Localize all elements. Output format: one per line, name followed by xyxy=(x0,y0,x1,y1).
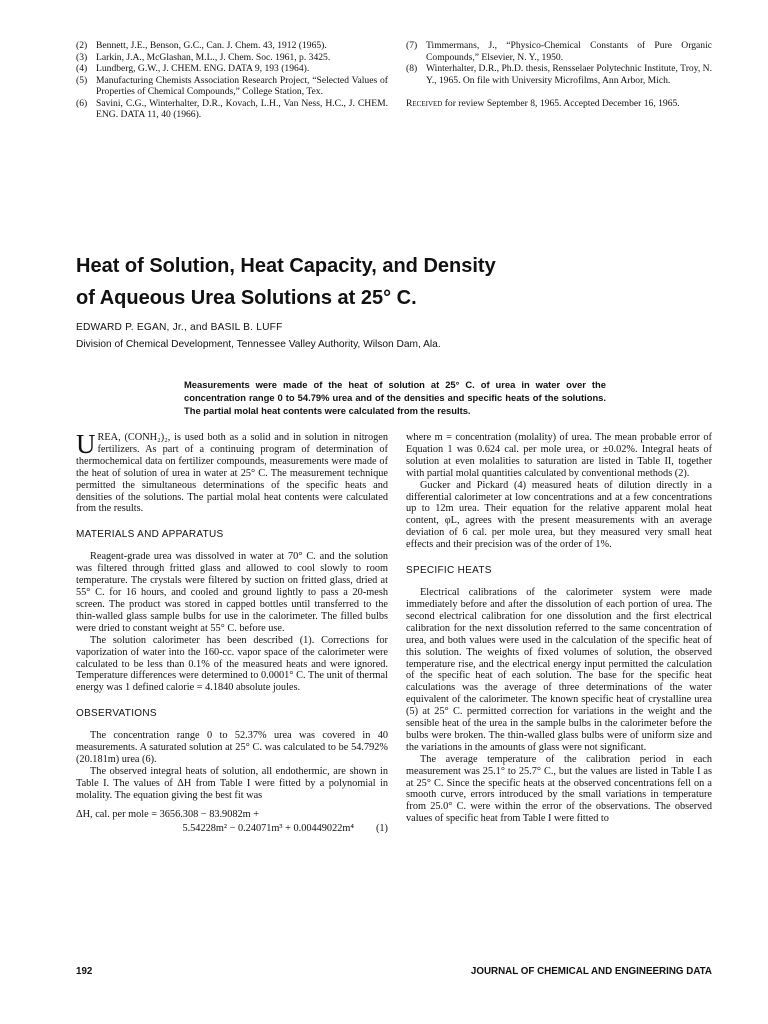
reference-item xyxy=(406,40,712,63)
reference-text: Lundberg, G.W., J. CHEM. ENG. DATA 9, 193 (1964). xyxy=(96,63,310,74)
equation-line-1: ΔH, cal. per mole = 3656.308 − 83.9082m + xyxy=(76,808,260,820)
right-column xyxy=(406,432,712,825)
section-heading-materials: MATERIALS AND APPARATUS xyxy=(76,529,224,541)
drop-cap: U xyxy=(76,429,96,459)
specific-heats-paragraph-2: The average temperature of the calibration period in each measurement was 25.1° to 25.7° C., but the values are listed in Table I as at 25° C. Since the specific heats at the observed concentrations fell on a smooth curve, errors introduced by the small variations in temperature from 25.0° C. were within the error of the observations. The observed values of specific heat from Table I were fitted to xyxy=(406,753,712,825)
title-line-2: of Aqueous Urea Solutions at 25° C. xyxy=(76,287,417,309)
references-left xyxy=(76,40,388,121)
reference-number: (5) xyxy=(76,74,88,86)
equation-terms: 5.54228m² − 0.24071m³ + 0.00449022m⁴ xyxy=(182,822,354,834)
continuation-paragraph: where m = concentration (molality) of urea. The mean probable error of Equation 1 was 0.624 cal. per mole urea, or ±0.02%. Integral heats of solution at even molalities to saturation are listed in Table II, together with partial molal quantities calculated by conventional methods (2). xyxy=(406,432,712,479)
observations-paragraph-1: The concentration range 0 to 52.37% urea was covered in 40 measurements. A saturated solution at 25° C. was calculated to be 54.792% (20.181m) urea (6). xyxy=(76,730,388,766)
equation-number: (1) xyxy=(375,822,388,834)
reference-number: (3) xyxy=(76,51,88,63)
reference-number: (7) xyxy=(406,40,418,51)
affiliation: Division of Chemical Development, Tennessee Valley Authority, Wilson Dam, Ala. xyxy=(76,339,441,350)
materials-paragraph-2: The solution calorimeter has been described (1). Corrections for vaporization of water into the 160-cc. vapor space of the calorimeter were calculated to be less than 0.1% of the measured heats and were ignored. Temperature differences were determined to 0.0001° C. The unit of thermal energy was 1 defined calorie = 4.1840 absolute joules. xyxy=(76,634,388,694)
received-label: Received xyxy=(406,98,443,109)
materials-paragraph-1: Reagent-grade urea was dissolved in water at 70° C. and the solution was filtered through fritted glass and allowed to cool slowly to room temperature. The crystals were filtered by suction on fritted glass, dried at 55° C. for 16 hours, and cooled and ground lightly to pass a 20-mesh screen. The product was stored in capped bottles until transferred to the thin-walled glass sample bulbs for use in the calorimeter. The filled bulbs were dried to constant weight at 55° C. before use. xyxy=(76,551,388,634)
reference-number: (4) xyxy=(76,63,88,74)
received-dates: for review September 8, 1965. Accepted December 16, 1965. xyxy=(442,98,680,109)
reference-number: (8) xyxy=(406,63,418,74)
journal-name: JOURNAL OF CHEMICAL AND ENGINEERING DATA xyxy=(470,966,712,977)
intro-text: REA, (CONH₂)₂, is used both as a solid and in solution in nitrogen fertilizers. As part of a continuing program of determination of thermochemical data on fertilizer compounds, measurements were made of the heat of solution of urea in water at 25° C. The measurement technique permitted the simultaneous determinations of the specific heats and densities of the solutions. The partial molal heat contents were calculated from the results. xyxy=(76,432,388,515)
reference-text: Manufacturing Chemists Association Research Project, “Selected Values of Properties of Chemical Compounds,” College Station, Tex. xyxy=(96,74,388,97)
reference-text: Bennett, J.E., Benson, G.C., Can. J. Chem. 43, 1912 (1965). xyxy=(96,40,327,51)
abstract: Measurements were made of the heat of solution at 25° C. of urea in water over the concentration range 0 to 54.79% urea and of the densities and specific heats of the solutions. The partial molal heat contents were calculated from the results. xyxy=(184,379,606,416)
article-title xyxy=(76,250,716,314)
reference-text: Winterhalter, D.R., Ph.D. thesis, Rensselaer Polytechnic Institute, Troy, N. Y., 1965. On file with University Microfilms, Ann Arbor, Mich. xyxy=(426,63,712,86)
page-number: 192 xyxy=(76,966,93,977)
equation-line-2 xyxy=(76,821,388,836)
reference-item xyxy=(406,63,712,86)
section-heading-observations: OBSERVATIONS xyxy=(76,708,157,720)
gucker-paragraph: Gucker and Pickard (4) measured heats of dilution directly in a differential calorimeter at low concentrations and at a few concentrations up to 12m urea. Their equation for the relative apparent molal heat content, φL, agrees with the present measurements with an average deviation of 6 cal. per mole urea, but they measured very small heat effects and their precision was of the order of 1%. xyxy=(406,479,712,551)
reference-item xyxy=(76,75,388,98)
received-note xyxy=(406,98,712,110)
observations-paragraph-2: The observed integral heats of solution, all endothermic, are shown in Table I. The values of ΔH from Table I were fitted by a polynomial in molality. The equation giving the best fit was xyxy=(76,765,388,801)
title-line-1: Heat of Solution, Heat Capacity, and Density xyxy=(76,255,496,277)
section-heading-specific-heats: SPECIFIC HEATS xyxy=(406,565,492,577)
references-right xyxy=(406,40,712,110)
reference-item xyxy=(76,52,388,64)
reference-text: Timmermans, J., “Physico-Chemical Constants of Pure Organic Compounds,” Elsevier, N. Y., 1950. xyxy=(426,40,712,63)
authors: EDWARD P. EGAN, Jr., and BASIL B. LUFF xyxy=(76,322,283,333)
reference-text: Savini, C.G., Winterhalter, D.R., Kovach, L.H., Van Ness, H.C., J. CHEM. ENG. DATA 11, 40 (1966). xyxy=(96,97,388,120)
reference-number: (6) xyxy=(76,97,88,109)
reference-number: (2) xyxy=(76,40,88,51)
reference-item xyxy=(76,98,388,121)
specific-heats-paragraph-1: Electrical calibrations of the calorimeter system were made immediately before and after the dissolution of each portion of urea. The second electrical calibration for one dissolution and the first electrical calibration for the next dissolution referred to the same concentration of urea, and both values were used in the calculation of the specific heat of this solution. The weights of fixed volumes of solution, the observed temperature rise, and the electrical energy input permitted the calculation of the specific heat of each solution. The base for the specific heat calculations was the average of three determinations of the water equivalent of the calorimeter. The known specific heat of crystalline urea (5) at 25° C. permitted correction for variations in the weight and the sensible heat of the urea in the sample bulbs in the calorimeter before the bulbs were broken. The thin-walled glass bulbs were of uniform size and the variations in the amounts of glass were not significant. xyxy=(406,587,712,753)
reference-item xyxy=(76,40,388,52)
reference-text: Larkin, J.A., McGlashan, M.L., J. Chem. Soc. 1961, p. 3425. xyxy=(96,51,331,63)
intro-paragraph xyxy=(76,429,388,515)
left-column xyxy=(76,429,388,836)
reference-item xyxy=(76,63,388,75)
